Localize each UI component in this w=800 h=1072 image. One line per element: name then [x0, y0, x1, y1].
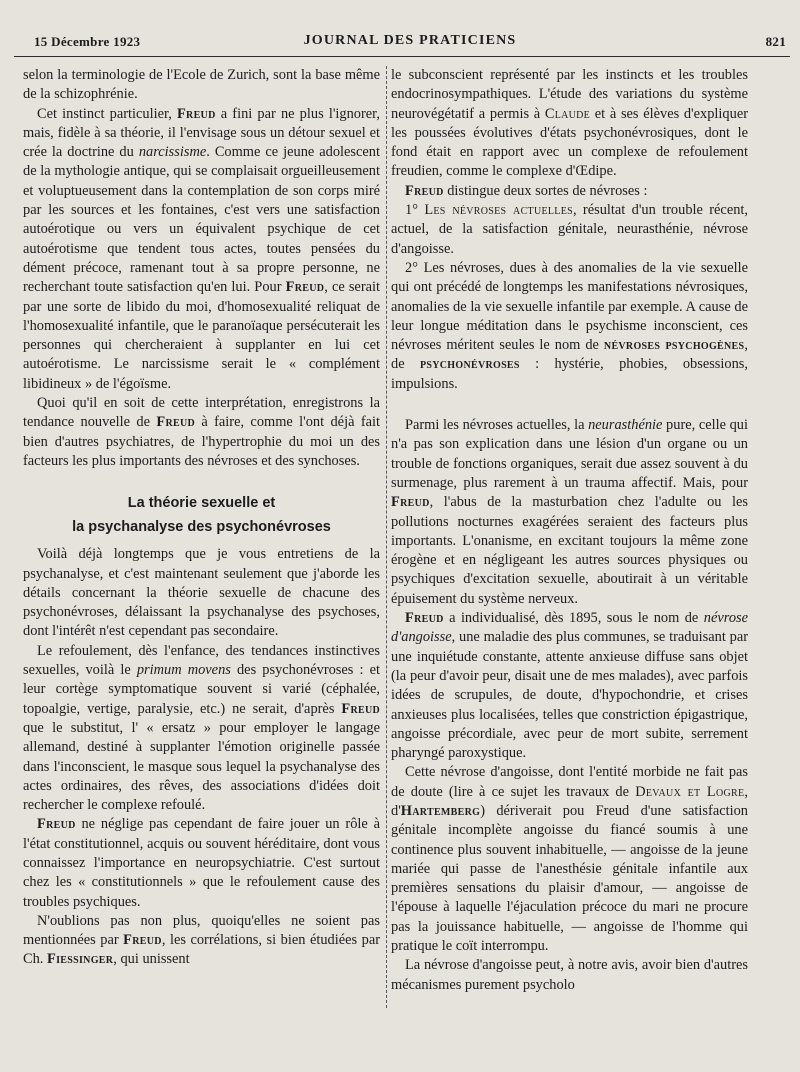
paragraph: Freud distingue deux sortes de névroses : — [405, 182, 648, 199]
header-rule — [14, 56, 790, 57]
header-journal-title: JOURNAL DES PRATICIENS — [303, 33, 517, 48]
paragraph: Voilà déjà longtemps que je vous entretiens de la psychanalyse, et c'est maintenant seulement que j'aborde les détails concernant la théorie sexuelle de chacune des psychonévroses, délaissant la psychanalyse des psychoses, dont l'intérêt n'est cependant pas secondaire. — [23, 546, 380, 640]
paragraph: Le refoulement, dès l'enfance, des tendances instinctives sexuelles, voilà le primum movens des psychonévroses : et leur cortège symptomatique souvent si varié (céphalée, topoalgie, vertige, paralysie, etc.) ne serait, d'après Freud que le substitut, l' « ersatz » pour employer le langage allemand, destiné à supplanter l'émotion originelle passée dans l'inconscient, le masque sous lequel la psychanalyse des actes ordinaires, des rêves, des associations d'idées doit rechercher le complexe refoulé. — [23, 642, 380, 814]
paragraph: selon la terminologie de l'Ecole de Zurich, sont la base même de la schizophrénie. — [23, 67, 380, 103]
term: psychonévroses — [419, 356, 520, 373]
paragraph: Freud a individualisé, dès 1895, sous le nom de névrose d'angoisse, une maladie des plus communes, se traduisant par une inquiétude constante, attente anxieuse diffuse sans objet (la peur d'avoir peur, disait une de mes malades), avec parfois idées de scrupules, de doute, d'hypochondrie, et crises anxieuses plus localisées, telles que constriction épigastrique, angoisse précordiale, avec peur de mort subite, serrement pharyngé paroxystique. — [391, 610, 748, 762]
italic-term: primum movens — [136, 662, 231, 679]
paragraph: La névrose d'angoisse peut, à notre avis, avoir bien d'autres mécanismes purement psycholo — [391, 957, 748, 993]
paragraph: Quoi qu'il en soit de cette interprétation, enregistrons la tendance nouvelle de Freud à faire, comme l'ont déjà fait bien d'autres psychiatres, de l'hypertrophie du moi un des facteurs les plus importants des névroses et des synchoses. — [23, 395, 380, 469]
author-name: Freud — [37, 816, 76, 833]
author-name: Freud — [341, 700, 380, 717]
term: Les névroses actuelles — [424, 202, 573, 219]
header-date: 15 Décembre 1923 — [34, 34, 141, 49]
paragraph: le subconscient représenté par les instincts et les troubles endocrinosympathiques. L'étude des variations du système neurovégétatif a permis à Claude et à ses élèves d'expliquer les poussées évolutives d'états psychonévrosiques, dont le fond était en rapport avec un complexe de refoulement freudien, comme le complexe d'Œdipe. — [391, 67, 748, 180]
section-heading-line: La théorie sexuelle et — [127, 495, 276, 512]
author-name: Devaux et Logre — [635, 783, 745, 800]
author-name: Freud — [156, 414, 195, 431]
author-name: Freud — [405, 610, 444, 627]
italic-term: narcissisme — [138, 144, 207, 161]
column-divider — [386, 66, 387, 1008]
author-name: Freud — [123, 932, 162, 949]
italic-term: neurasthénie — [588, 417, 663, 434]
author-name: Claude — [544, 105, 591, 122]
list-item: 2° Les névroses, dues à des anomalies de la vie sexuelle qui ont précédé de longtemps les manifestations névrosiques, anomalies de la vie sexuelle infantile par exemple. A cause de leur longue méditation dans le psychisme inconscient, ces névroses méritent seules le nom de névroses psychogènes, de psychonévroses : hystérie, phobies, obsessions, impulsions. — [391, 259, 748, 392]
author-name: Freud — [405, 182, 444, 199]
paragraph: Parmi les névroses actuelles, la neurasthénie pure, celle qui n'a pas son explication dans une lésion d'un organe ou un trouble de fonctions organiques, serait due assez souvent à du surmenage, plus rarement à un trauma affectif. Mais, pour Freud, l'abus de la masturbation chez l'adulte ou les pollutions nocturnes exagérées seraient des facteurs plus importants. L'onanisme, en excitant toujours la même zone érogène et en négligeant les autres sources physiques ou psychiques d'excitation sexuelle, aboutirait à un véritable épuisement du système nerveux. — [391, 417, 748, 607]
author-name: Hartemberg — [400, 802, 481, 819]
author-name: Freud — [391, 494, 430, 511]
running-header — [34, 30, 786, 54]
paragraph: Cet instinct particulier, Freud a fini par ne plus l'ignorer, mais, fidèle à sa théorie, il l'envisage sous un détour sexuel et crée la doctrine du narcissisme. Comme ce jeune adolescent de la mythologie antique, qui se complaisait orgueilleusement et voluptueusement dans la contemplation de son corps miré par les sources et les fontaines, c'est vers une satisfaction autoérotique ou vers un équivalent psychique de cet autoérotisme que tendent tous actes, toutes pensées du dément précoce, ramenant tout à sa propre personne, ne recherchant toute satisfaction qu'en lui. Pour Freud, ce serait par une sorte de libido du moi, d'homosexualité reliquat de l'homosexualité infantile, que le paranoïaque persécuterait les personnes qui chercheraient à supplanter en lui cet autoérotisme. Le narcissisme serait le « complément libidineux » de l'égoïsme. — [23, 105, 381, 392]
author-name: Fiessinger — [47, 951, 114, 968]
paragraph: N'oublions pas non plus, quoiqu'elles ne soient pas mentionnées par Freud, les corrélations, si bien étudiées par Ch. Fiessinger, qui unissent — [23, 912, 380, 968]
page-number: 821 — [765, 34, 786, 49]
term: névroses psychogènes — [603, 337, 745, 354]
list-item: 1° Les névroses actuelles, résultat d'un trouble récent, actuel, de la satisfaction génitale, neurasthénie, névrose d'angoisse. — [391, 202, 748, 257]
section-heading-line: la psychanalyse des psychonévroses — [72, 519, 331, 536]
paragraph: Cette névrose d'angoisse, dont l'entité morbide ne fait pas de doute (lire à ce sujet les travaux de Devaux et Logre, d'Hartemberg) dériverait pou Freud d'une satisfaction génitale incomplète angoisse du fiancé soumis à une continence plus souvent inhabituelle, — angoisse de la jeune mariée qui passe de l'anesthésie génitale infantile aux premières sensations du plaisir d'amour, — angoisse de l'épouse à laquelle l'éjaculation précoce du mari ne procure pas la jouissance habituelle, — angoisse de l'homme qui pratique le coït interrompu. — [391, 764, 748, 955]
italic-term: névrose d'angoisse — [391, 610, 748, 646]
paragraph: Freud ne néglige pas cependant de faire jouer un rôle à l'état constitutionnel, acquis ou souvent héréditaire, dont vous connaissez l'importance en neuropsychiatrie. C'est surtout chez les « constitutionnels » que le refoulement cause des troubles psychiques. — [23, 816, 380, 910]
left-column — [23, 66, 380, 970]
author-name: Freud — [285, 279, 325, 296]
section-heading — [23, 491, 380, 539]
author-name: Freud — [176, 105, 216, 122]
right-column — [391, 66, 748, 995]
